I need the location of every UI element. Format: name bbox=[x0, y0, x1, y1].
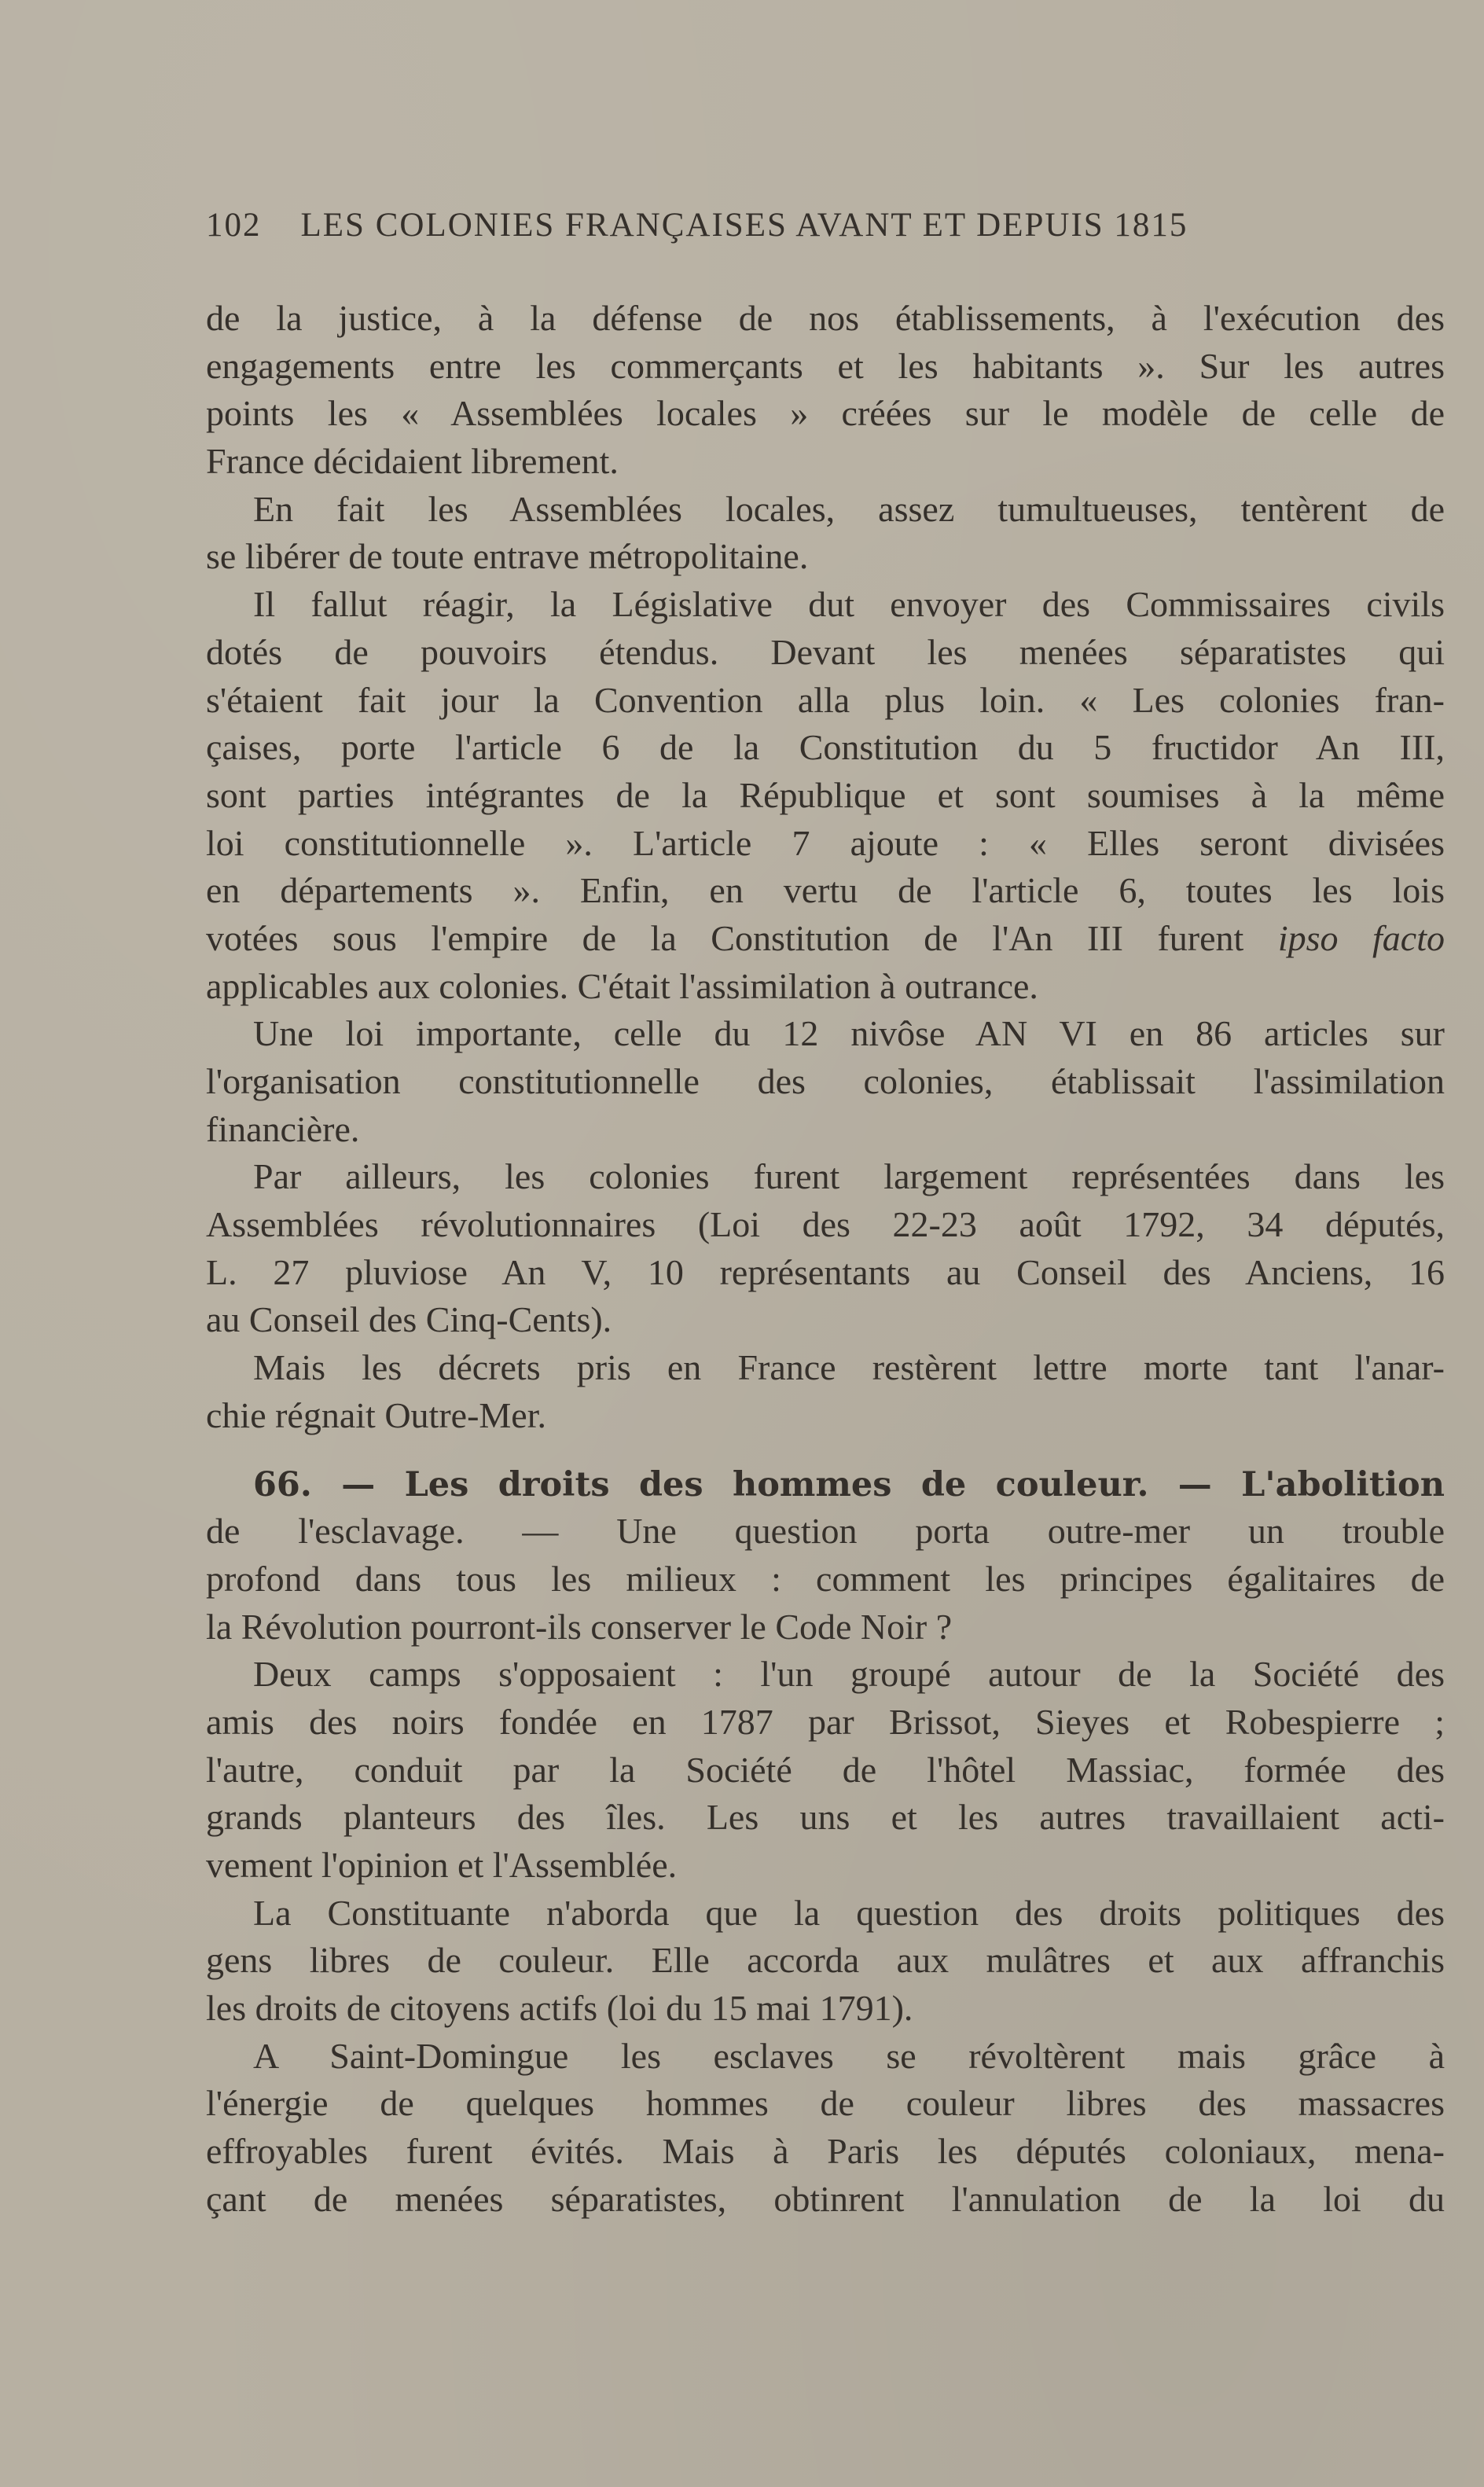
text-line: A Saint-Domingue les esclaves se révoltèrent mais grâce à bbox=[253, 2035, 1445, 2076]
text-line: profond dans tous les milieux : comment les principes égalitaires de bbox=[206, 1558, 1445, 1599]
text-line: En fait les Assemblées locales, assez tumultueuses, tentèrent de bbox=[253, 488, 1445, 529]
text-line: vement l'opinion et l'Assemblée. bbox=[206, 1845, 678, 1885]
text-line: de la justice, à la défense de nos établissements, à l'exécution des bbox=[206, 298, 1445, 338]
text-line: points les « Assemblées locales » créées sur le modèle de celle de bbox=[206, 393, 1445, 434]
text-line: l'autre, conduit par la Société de l'hôtel Massiac, formée des bbox=[206, 1749, 1445, 1790]
body-text bbox=[206, 295, 1445, 2224]
text-line: Mais les décrets pris en France restèrent lettre morte tant l'anar- bbox=[253, 1347, 1445, 1388]
section-heading: 66. — Les droits des hommes de couleur. — L'abolition bbox=[253, 1464, 1445, 1504]
text-line: amis des noirs fondée en 1787 par Brissot, Sieyes et Robespierre ; bbox=[206, 1701, 1445, 1742]
text-line: applicables aux colonies. C'était l'assimilation à outrance. bbox=[206, 965, 1038, 1006]
running-header bbox=[206, 206, 1322, 244]
text-line: financière. bbox=[206, 1108, 360, 1149]
page-number: 102 bbox=[206, 207, 262, 244]
text-line: la Révolution pourront-ils conserver le Code Noir ? bbox=[206, 1606, 953, 1647]
text-line: Par ailleurs, les colonies furent largement représentées dans les bbox=[253, 1156, 1445, 1197]
text-line: au Conseil des Cinq-Cents). bbox=[206, 1299, 612, 1340]
text-line: se libérer de toute entrave métropolitaine. bbox=[206, 536, 809, 577]
text-line: dotés de pouvoirs étendus. Devant les menées séparatistes qui bbox=[206, 631, 1445, 672]
text-line: de l'esclavage. — Une question porta outre-mer un trouble bbox=[206, 1511, 1445, 1552]
running-title: LES COLONIES FRANÇAISES AVANT ET DEPUIS 1815 bbox=[300, 207, 1188, 244]
text-line: les droits de citoyens actifs (loi du 15 mai 1791). bbox=[206, 1988, 913, 2029]
text-line: loi constitutionnelle ». L'article 7 ajoute : « Elles seront divisées bbox=[206, 822, 1445, 863]
text-line: çaises, porte l'article 6 de la Constitution du 5 fructidor An III, bbox=[206, 727, 1445, 768]
text-line-with-italic bbox=[206, 915, 1445, 963]
text-line: effroyables furent évités. Mais à Paris les députés coloniaux, mena- bbox=[206, 2131, 1445, 2172]
text-line: çant de menées séparatistes, obtinrent l'annulation de la loi du bbox=[206, 2178, 1445, 2219]
text-line: s'étaient fait jour la Convention alla plus loin. « Les colonies fran- bbox=[206, 679, 1445, 720]
italic-phrase: ipso facto bbox=[1277, 917, 1445, 958]
text-line: L. 27 pluviose An V, 10 représentants au Conseil des Anciens, 16 bbox=[206, 1251, 1445, 1292]
text-line: sont parties intégrantes de la République et sont soumises à la même bbox=[206, 774, 1445, 815]
text-line: l'organisation constitutionnelle des colonies, établissait l'assimilation bbox=[206, 1061, 1445, 1101]
text-line: engagements entre les commerçants et les habitants ». Sur les autres bbox=[206, 345, 1445, 386]
text-line: Assemblées révolutionnaires (Loi des 22-23 août 1792, 34 députés, bbox=[206, 1204, 1445, 1245]
text-line: grands planteurs des îles. Les uns et les autres travaillaient acti- bbox=[206, 1797, 1445, 1838]
text-line: France décidaient librement. bbox=[206, 441, 619, 482]
text-segment: votées sous l'empire de la Constitution de l'An III furent bbox=[206, 917, 1244, 958]
text-line: Une loi importante, celle du 12 nivôse AN VI en 86 articles sur bbox=[253, 1013, 1445, 1054]
section-heading-line bbox=[206, 1460, 1445, 1508]
text-line: Il fallut réagir, la Législative dut envoyer des Commissaires civils bbox=[253, 584, 1445, 625]
text-line: l'énergie de quelques hommes de couleur libres des massacres bbox=[206, 2083, 1445, 2124]
text-line: en départements ». Enfin, en vertu de l'article 6, toutes les lois bbox=[206, 870, 1445, 911]
text-line: chie régnait Outre-Mer. bbox=[206, 1394, 546, 1435]
text-line: La Constituante n'aborda que la question des droits politiques des bbox=[253, 1892, 1445, 1933]
text-line: Deux camps s'opposaient : l'un groupé autour de la Société des bbox=[253, 1654, 1445, 1695]
text-line: gens libres de couleur. Elle accorda aux mulâtres et aux affranchis bbox=[206, 1940, 1445, 1981]
